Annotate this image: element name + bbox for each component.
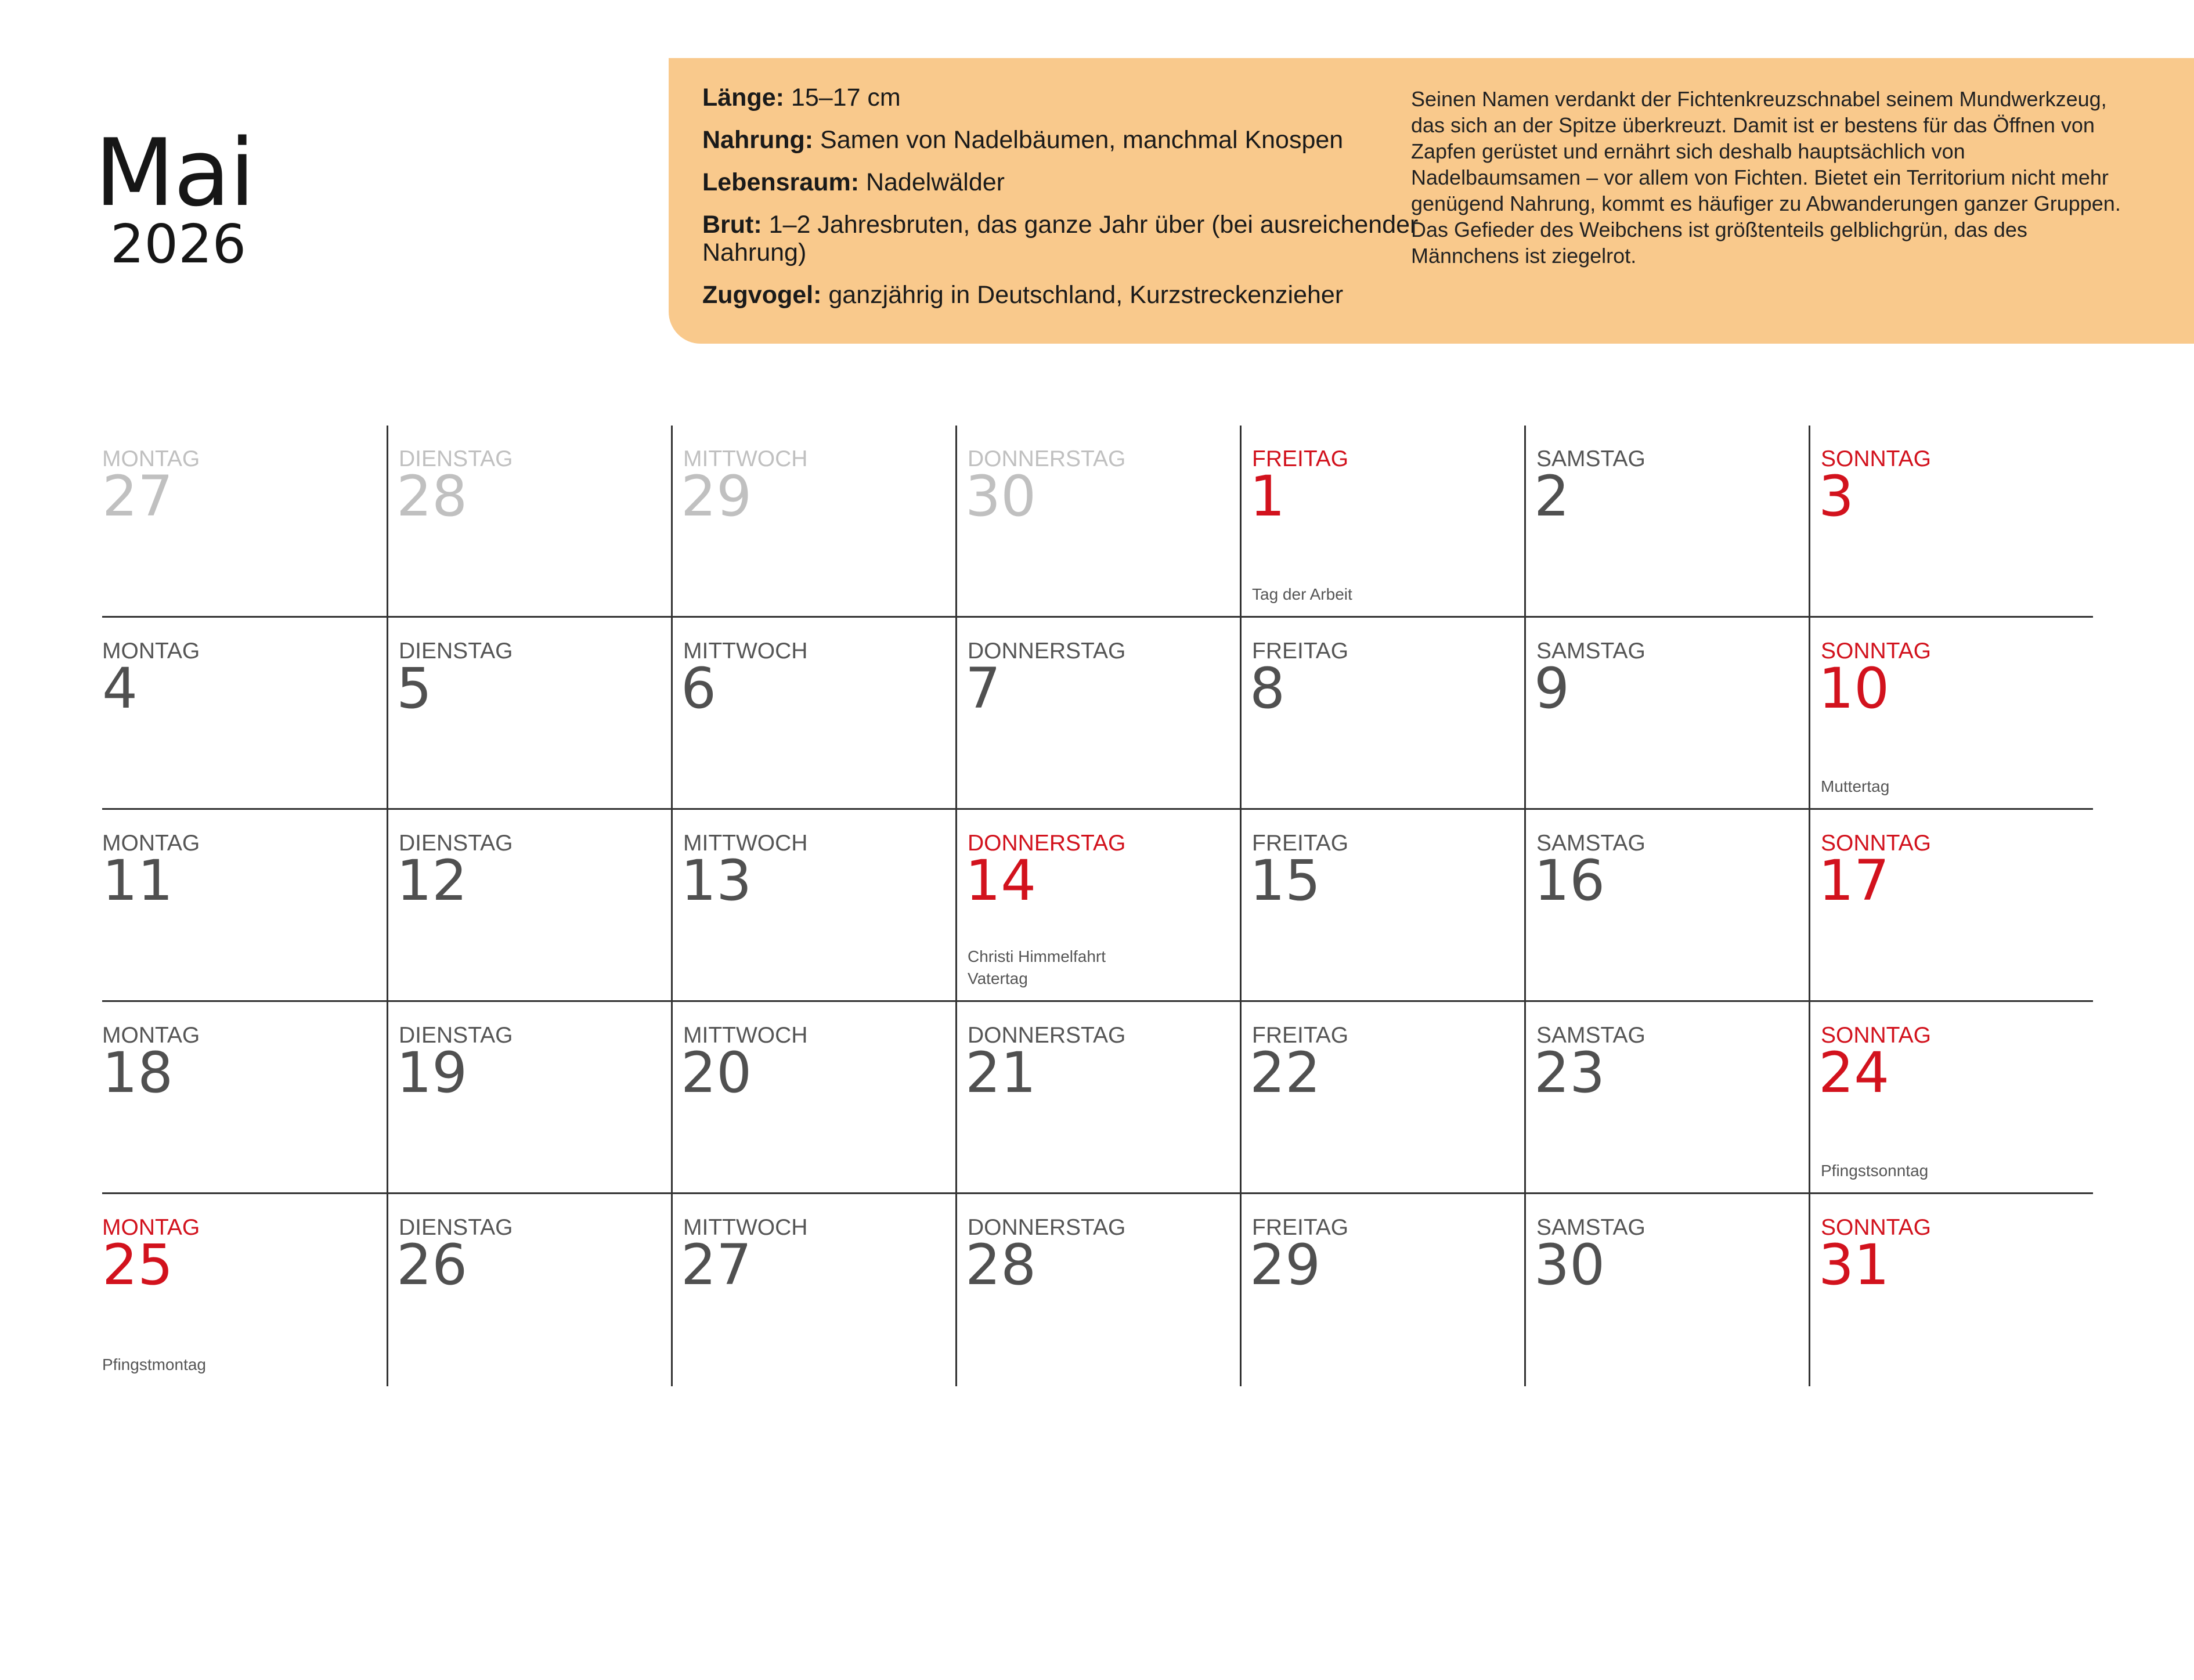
holiday-label: Christi Himmelfahrt Vatertag xyxy=(968,947,1106,987)
weekday-label: MITTWOCH xyxy=(683,831,808,856)
weekday-label: DONNERSTAG xyxy=(968,446,1126,471)
bird-info-panel xyxy=(669,58,2194,344)
day-number: 27 xyxy=(681,1232,752,1297)
weekday-label: MITTWOCH xyxy=(683,1215,808,1240)
day-cell xyxy=(387,810,671,1002)
weekday-label: MITTWOCH xyxy=(683,1023,808,1048)
weekday-label: SAMSTAG xyxy=(1536,1215,1646,1240)
fact-label: Brut: xyxy=(702,211,762,239)
day-number: 12 xyxy=(396,848,468,913)
day-cell xyxy=(387,426,671,618)
day-cell xyxy=(955,618,1240,810)
weekday-label: DONNERSTAG xyxy=(968,639,1126,664)
day-number: 8 xyxy=(1250,656,1286,721)
fact-label: Zugvogel: xyxy=(702,281,822,309)
day-cell xyxy=(1809,426,2093,618)
bird-description: Seinen Namen verdankt der Fichtenkreuzschnabel seinem Mundwerkzeug, das sich an der Spitze überkreuzt. Damit ist er bestens für das Öffnen von Zapfen gerüstet und ernährt sich deshalb hauptsächlich von Nadelbaumsamen – vor allem von Fichten. Bietet ein Territorium nicht mehr genügend Nahrung, kommt es häufiger zu Abwanderungen ganzer Gruppen. Das Gefieder des Weibchens ist größtenteils gelblichgrün, das des Männchens ist ziegelrot. xyxy=(1411,87,2121,268)
weekday-label: SAMSTAG xyxy=(1536,1023,1646,1048)
day-cell xyxy=(102,618,387,810)
weekday-label: FREITAG xyxy=(1252,639,1349,664)
day-cell xyxy=(1240,618,1524,810)
day-cell xyxy=(1809,618,2093,810)
day-number: 28 xyxy=(965,1232,1037,1297)
day-cell xyxy=(1524,1194,1809,1386)
day-number: 4 xyxy=(102,656,138,721)
weekday-label: DIENSTAG xyxy=(399,639,513,664)
day-cell xyxy=(1524,618,1809,810)
year-title: 2026 xyxy=(110,213,247,275)
weekday-label: SONNTAG xyxy=(1821,1023,1931,1048)
bird-facts xyxy=(702,84,1474,323)
weekday-label: DONNERSTAG xyxy=(968,1215,1126,1240)
fact-value: Nadelwälder xyxy=(865,168,1005,196)
day-cell xyxy=(102,426,387,618)
weekday-label: SAMSTAG xyxy=(1536,639,1646,664)
weekday-label: FREITAG xyxy=(1252,446,1349,471)
day-number: 15 xyxy=(1250,848,1321,913)
day-cell xyxy=(671,426,955,618)
day-cell xyxy=(955,426,1240,618)
day-number: 6 xyxy=(681,656,717,721)
weekday-label: DIENSTAG xyxy=(399,1215,513,1240)
holiday-label: Tag der Arbeit xyxy=(1252,585,1352,603)
day-number: 21 xyxy=(965,1040,1037,1105)
weekday-label: FREITAG xyxy=(1252,831,1349,856)
fact-value: 1–2 Jahresbruten, das ganze Jahr über (bei ausreichender Nahrung) xyxy=(702,211,1419,266)
calendar-grid xyxy=(102,426,2093,1386)
day-number: 7 xyxy=(965,656,1001,721)
day-cell xyxy=(671,1002,955,1194)
day-number: 2 xyxy=(1534,464,1570,529)
weekday-label: FREITAG xyxy=(1252,1215,1349,1240)
day-number: 3 xyxy=(1818,464,1854,529)
weekday-label: DIENSTAG xyxy=(399,446,513,471)
weekday-label: MONTAG xyxy=(102,1215,200,1240)
holiday-label: Muttertag xyxy=(1821,777,1890,795)
weekday-label: SONNTAG xyxy=(1821,446,1931,471)
day-number: 29 xyxy=(1250,1232,1321,1297)
day-cell xyxy=(102,1002,387,1194)
weekday-label: SAMSTAG xyxy=(1536,446,1646,471)
day-cell xyxy=(955,1194,1240,1386)
month-title: Mai xyxy=(95,118,254,227)
day-number: 29 xyxy=(681,464,752,529)
day-cell xyxy=(955,1002,1240,1194)
day-cell xyxy=(387,618,671,810)
weekday-label: DONNERSTAG xyxy=(968,831,1126,856)
day-cell xyxy=(1809,810,2093,1002)
day-number: 10 xyxy=(1818,656,1890,721)
day-number: 23 xyxy=(1534,1040,1605,1105)
weekday-label: MITTWOCH xyxy=(683,446,808,471)
day-number: 16 xyxy=(1534,848,1605,913)
day-number: 22 xyxy=(1250,1040,1321,1105)
day-number: 11 xyxy=(102,848,174,913)
weekday-label: SONNTAG xyxy=(1821,831,1931,856)
day-number: 5 xyxy=(396,656,432,721)
weekday-label: SONNTAG xyxy=(1821,639,1931,664)
day-cell xyxy=(1524,1002,1809,1194)
day-cell xyxy=(1240,1002,1524,1194)
day-number: 26 xyxy=(396,1232,468,1297)
day-number: 9 xyxy=(1534,656,1570,721)
day-number: 27 xyxy=(102,464,174,529)
weekday-label: MITTWOCH xyxy=(683,639,808,664)
fact-habitat xyxy=(702,168,1474,196)
fact-breeding xyxy=(702,211,1474,266)
weekday-label: SAMSTAG xyxy=(1536,831,1646,856)
fact-value: Samen von Nadelbäumen, manchmal Knospen xyxy=(820,126,1344,154)
weekday-label: MONTAG xyxy=(102,639,200,664)
day-cell xyxy=(102,810,387,1002)
day-number: 18 xyxy=(102,1040,174,1105)
day-number: 20 xyxy=(681,1040,752,1105)
day-number: 25 xyxy=(102,1232,174,1297)
weekday-label: SONNTAG xyxy=(1821,1215,1931,1240)
weekday-label: DONNERSTAG xyxy=(968,1023,1126,1048)
day-cell xyxy=(671,618,955,810)
day-number: 28 xyxy=(396,464,468,529)
fact-value: ganzjährig in Deutschland, Kurzstreckenzieher xyxy=(828,281,1344,309)
day-number: 19 xyxy=(396,1040,468,1105)
weekday-label: DIENSTAG xyxy=(399,831,513,856)
fact-food xyxy=(702,126,1474,154)
day-cell xyxy=(955,810,1240,1002)
fact-migration xyxy=(702,281,1474,309)
day-cell xyxy=(671,1194,955,1386)
weekday-label: DIENSTAG xyxy=(399,1023,513,1048)
day-cell xyxy=(1240,810,1524,1002)
fact-label: Länge: xyxy=(702,84,784,111)
day-number: 31 xyxy=(1818,1232,1890,1297)
day-cell xyxy=(387,1002,671,1194)
holiday-label: Pfingstsonntag xyxy=(1821,1162,1929,1180)
day-cell xyxy=(387,1194,671,1386)
day-cell xyxy=(1240,426,1524,618)
day-number: 30 xyxy=(1534,1232,1605,1297)
day-number: 17 xyxy=(1818,848,1890,913)
day-number: 1 xyxy=(1250,464,1286,529)
day-cell xyxy=(1809,1194,2093,1386)
day-cell xyxy=(1524,810,1809,1002)
fact-label: Nahrung: xyxy=(702,126,814,154)
day-number: 13 xyxy=(681,848,752,913)
holiday-label: Pfingstmontag xyxy=(102,1355,206,1373)
fact-label: Lebensraum: xyxy=(702,168,860,196)
day-cell xyxy=(1240,1194,1524,1386)
day-number: 30 xyxy=(965,464,1037,529)
fact-length xyxy=(702,84,1474,111)
day-number: 14 xyxy=(965,848,1037,913)
weekday-label: MONTAG xyxy=(102,1023,200,1048)
day-cell xyxy=(1809,1002,2093,1194)
weekday-label: FREITAG xyxy=(1252,1023,1349,1048)
day-number: 24 xyxy=(1818,1040,1890,1105)
fact-value: 15–17 cm xyxy=(791,84,901,111)
day-cell xyxy=(671,810,955,1002)
weekday-label: MONTAG xyxy=(102,831,200,856)
weekday-label: MONTAG xyxy=(102,446,200,471)
day-cell xyxy=(102,1194,387,1386)
day-cell xyxy=(1524,426,1809,618)
